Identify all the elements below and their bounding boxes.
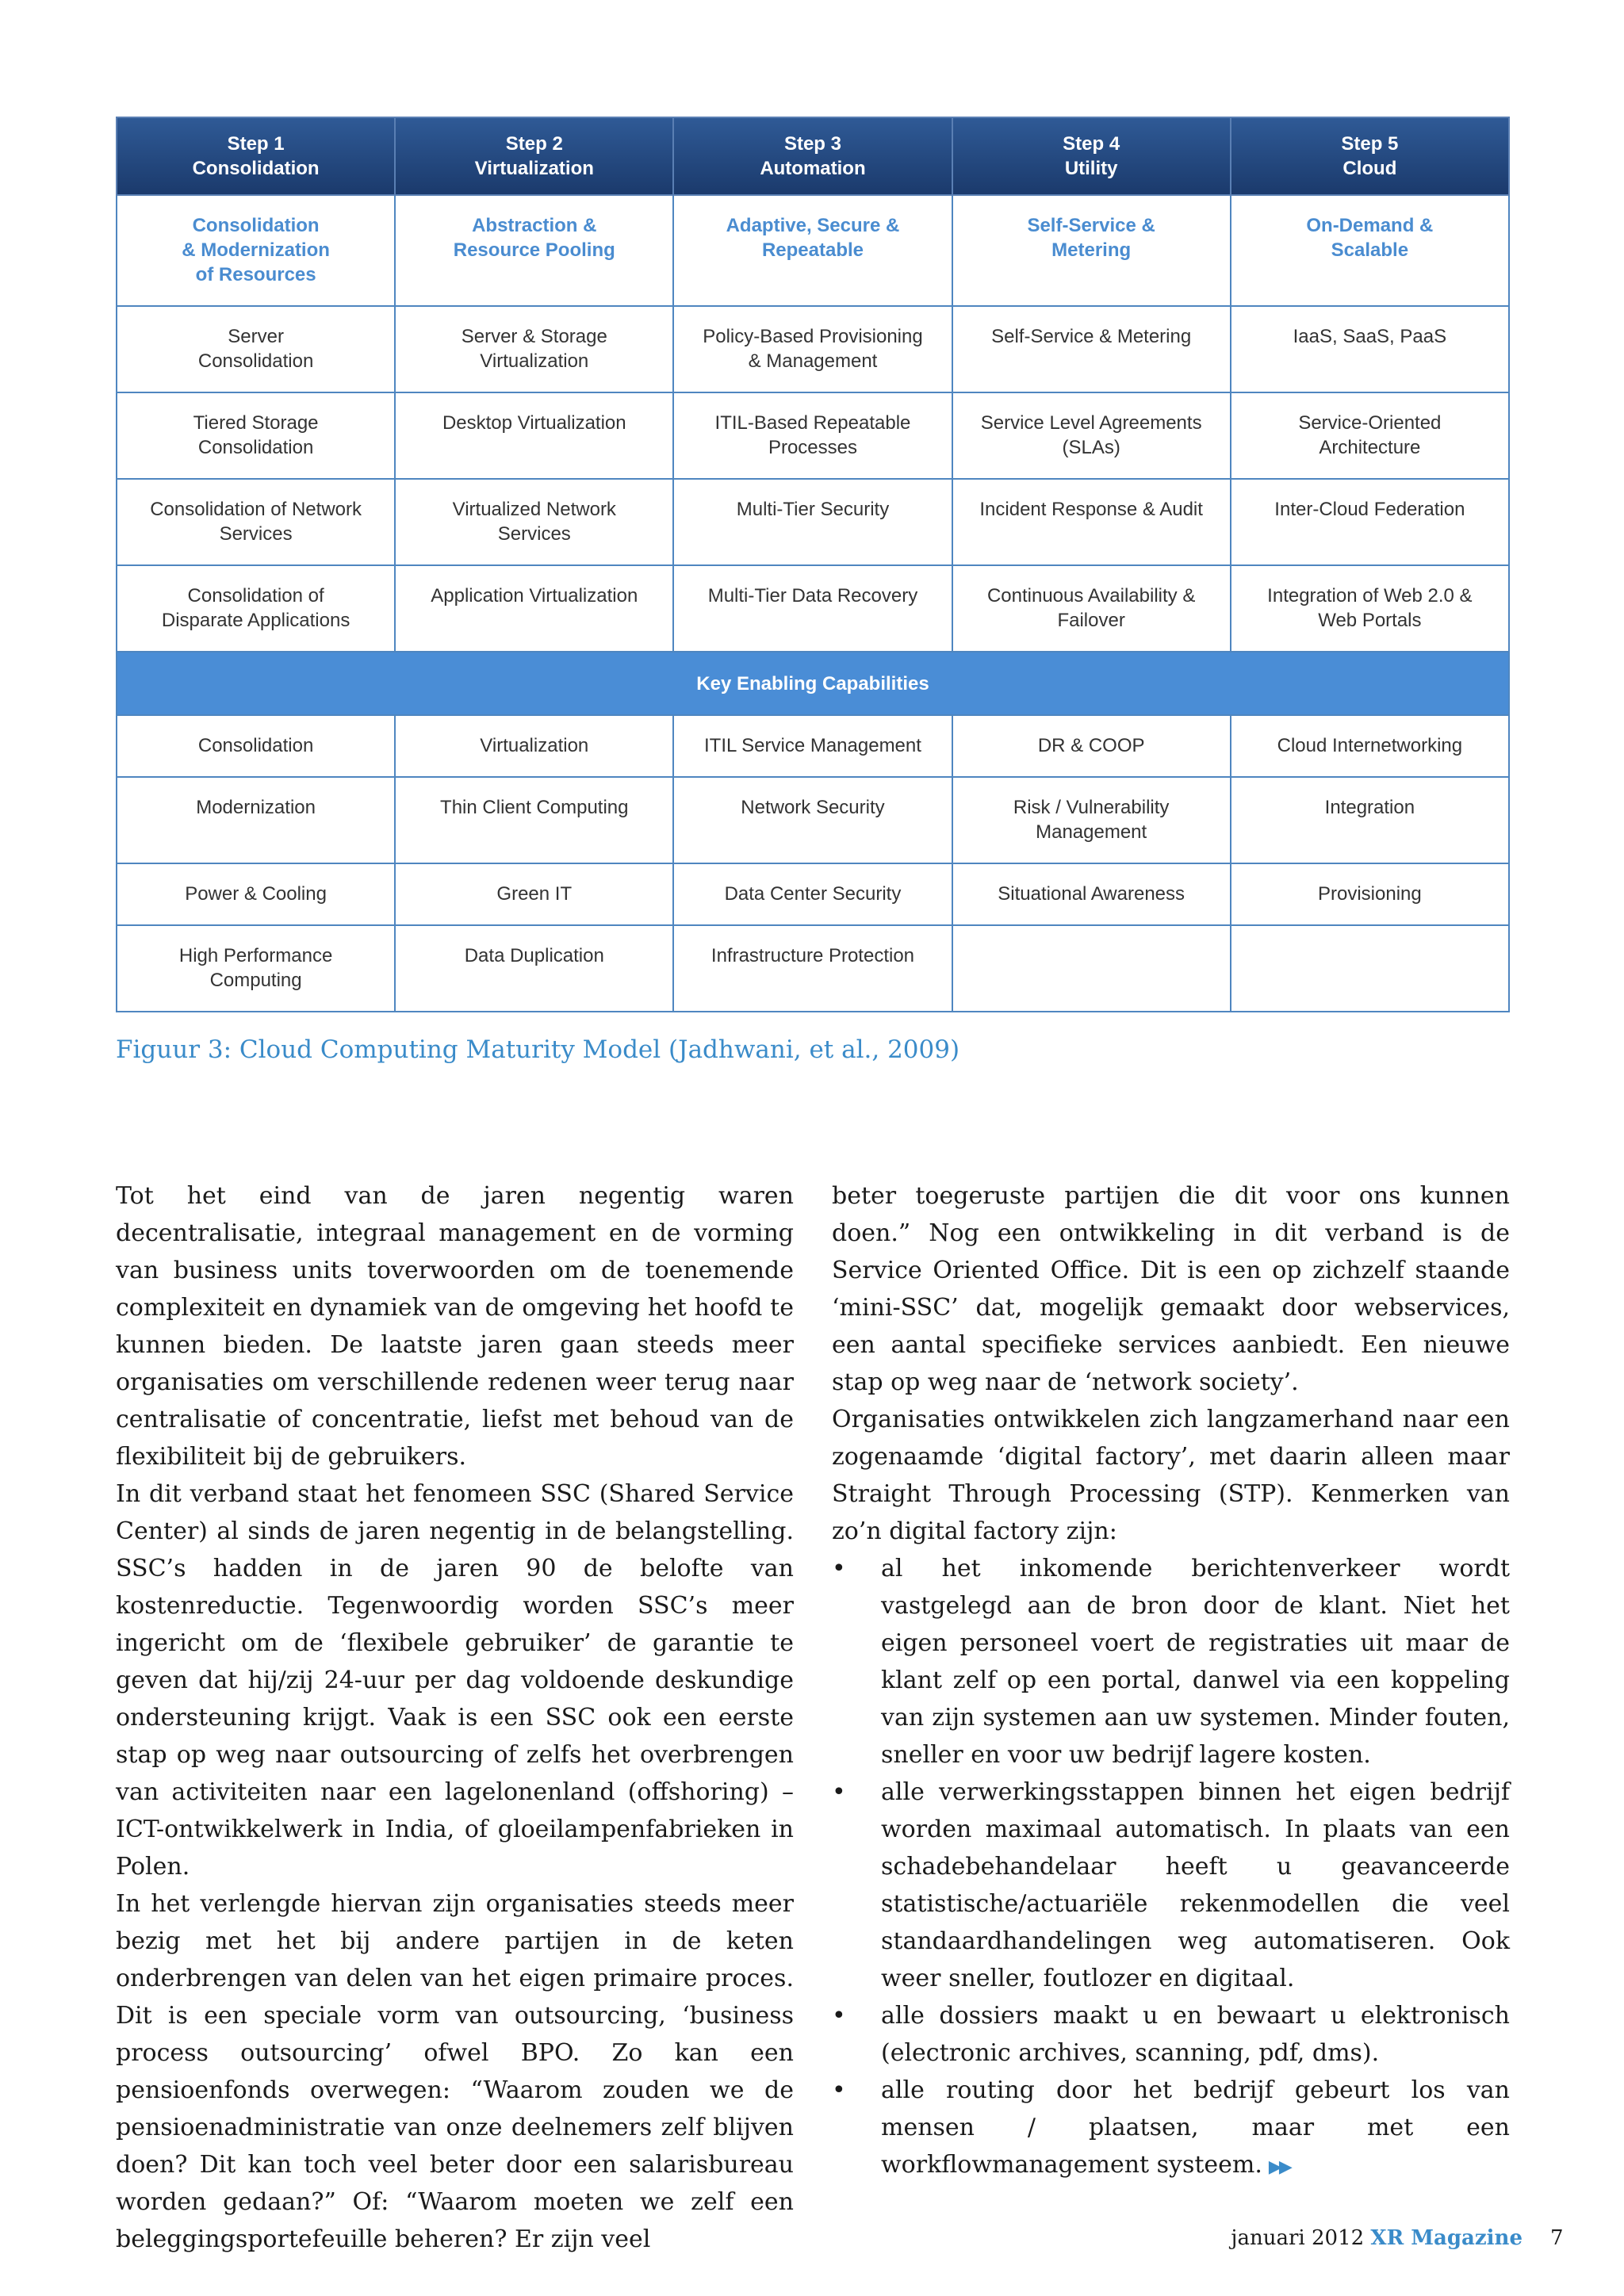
table-cell (1231, 715, 1509, 777)
cell-text: Consolidation (197, 350, 314, 372)
table-cell (395, 925, 673, 1012)
capabilities-band-row (117, 652, 1509, 715)
cell-text: Incident Response & Audit (979, 499, 1203, 520)
continue-arrow-icon: ▶▶ (1268, 2157, 1289, 2177)
step-header-1 (117, 117, 395, 195)
cell-text: Adaptive, Secure & (726, 215, 900, 236)
cell-text: Cloud Internetworking (1277, 735, 1463, 756)
table-cell (395, 479, 673, 565)
table-cell (952, 306, 1231, 392)
cloud-computing-maturity-table (116, 117, 1510, 1012)
cell-text: Consolidation (192, 215, 320, 236)
cell-text: Virtualized Network (452, 499, 616, 520)
cell-text: ITIL-Based Repeatable (714, 412, 911, 434)
table-cell (117, 715, 395, 777)
theme-row (117, 195, 1509, 306)
key-enabling-capabilities-label: Key Enabling Capabilities (117, 652, 1509, 715)
table-cell (673, 392, 952, 479)
page-number: 7 (1550, 2226, 1564, 2250)
table-cell (952, 479, 1231, 565)
table-cell (117, 925, 395, 1012)
table-row (117, 306, 1509, 392)
cell-text: Tiered Storage (193, 412, 319, 434)
cell-text: Continuous Availability & (986, 585, 1196, 607)
cell-text: Virtualization (480, 350, 589, 372)
table-row (117, 925, 1509, 1012)
cell-text: Data Duplication (464, 945, 604, 966)
cell-text: Data Center Security (724, 883, 902, 905)
cell-text: Metering (1051, 239, 1132, 261)
cell-text: Multi-Tier Data Recovery (707, 585, 918, 607)
list-item-text: alle dossiers maakt u en bewaart u elektronisch (electronic archives, scanning, pdf, dms). (881, 2002, 1510, 2067)
right-text-column (832, 1177, 1510, 2186)
page-footer (1189, 2226, 1522, 2250)
step-header-4 (952, 117, 1231, 195)
step-header-2 (395, 117, 673, 195)
cell-text: Server & Storage (461, 326, 607, 347)
steps-header-row (117, 117, 1509, 195)
table-cell (952, 715, 1231, 777)
theme-cell (952, 195, 1231, 306)
cell-text: Desktop Virtualization (442, 412, 626, 434)
table-cell (395, 565, 673, 652)
cell-text: Scalable (1331, 239, 1409, 261)
step-name: Cloud (1342, 158, 1397, 179)
cell-text: Services (219, 523, 293, 545)
cell-text: DR & COOP (1037, 735, 1145, 756)
cell-text: Service Level Agreements (980, 412, 1202, 434)
bullet: • (832, 1555, 846, 1582)
cell-text: Green IT (496, 883, 573, 905)
cell-text: Infrastructure Protection (710, 945, 915, 966)
paragraph: Tot het eind van de jaren negentig waren decentralisatie, integraal management en de vorming van business units toverwoorden om de toenemende complexiteit en dynamiek van de omgeving het hoofd te kunnen bieden. De laatste jaren gaan steeds meer organisaties om verschillende redenen weer terug naar centralisatie of concentratie, liefst met behoud van de flexibiliteit bij de gebruikers. (116, 1182, 794, 1471)
paragraph: In dit verband staat het fenomeen SSC (Shared Service Center) al sinds de jaren negentig in de belangstelling. SSC’s hadden in de jaren 90 de belofte van kostenreductie. Tegenwoordig worden SSC’s meer ingericht om de ‘flexibele gebruiker’ de garantie te geven dat hij/zij 24-uur per dag voldoende deskundige ondersteuning krijgt. Vaak is een SSC ook een eerste stap op weg naar outsourcing of zelfs het overbrengen van activiteiten naar een lagelonenland (offshoring) – ICT-ontwikkelwerk in India, of gloeilampenfabrieken in Polen. (116, 1480, 794, 1881)
table-cell (395, 863, 673, 925)
issue-date: januari 2012 (1231, 2226, 1365, 2250)
cell-text: Modernization (196, 797, 316, 818)
list-item-text: alle verwerkingsstappen binnen het eigen bedrijf worden maximaal automatisch. In plaats van een schadebehandelaar heeft u geavanceerde statistische/actuariële rekenmodellen die veel standaardhandelingen weg automatiseren. Ook weer sneller, foutlozer en digitaal. (881, 1778, 1510, 1992)
cell-text: Architecture (1319, 437, 1421, 458)
cell-text: & Modernization (182, 239, 330, 261)
table-cell (395, 306, 673, 392)
cell-text: Management (1036, 821, 1147, 843)
step-number: Step 5 (1341, 133, 1399, 155)
list-item-text: al het inkomende berichtenverkeer wordt vastgelegd aan de bron door de klant. Niet het eigen personeel voert de registraties uit maar de klant zelf op een portal, danwel via een koppeling van zijn systemen aan uw systemen. Minder fouten, sneller en voor uw bedrijf lagere kosten. (881, 1555, 1510, 1769)
cell-text: Network Security (741, 797, 885, 818)
cell-text: On-Demand & (1306, 215, 1434, 236)
table-cell (673, 925, 952, 1012)
step-name: Consolidation (192, 158, 320, 179)
cell-text: Web Portals (1318, 610, 1422, 631)
table-cell (1231, 479, 1509, 565)
cell-text: Services (497, 523, 571, 545)
step-number: Step 1 (227, 133, 285, 155)
cell-text: Thin Client Computing (440, 797, 629, 818)
cell-text: Integration (1324, 797, 1415, 818)
paragraph: beter toegeruste partijen die dit voor ons kunnen doen.” Nog een ontwikkeling in dit verband is de Service Oriented Office. Dit is een op zichzelf staande ‘mini-SSC’ dat, mogelijk gemaakt door webservices, een aantal specifieke services aanbiedt. Een nieuwe stap op weg naar de ‘network society’. (832, 1182, 1510, 1396)
step-header-5 (1231, 117, 1509, 195)
table-row (117, 565, 1509, 652)
step-name: Automation (760, 158, 866, 179)
list-item (832, 2072, 1510, 2186)
cell-text: Policy-Based Provisioning (703, 326, 923, 347)
table-cell (395, 392, 673, 479)
table-cell (117, 479, 395, 565)
bullet: • (832, 2076, 846, 2104)
table-cell (673, 777, 952, 863)
table-cell (1231, 925, 1509, 1012)
magazine-name: XR Magazine (1370, 2226, 1522, 2250)
cell-text: Failover (1057, 610, 1125, 631)
table-cell (952, 392, 1231, 479)
theme-cell (395, 195, 673, 306)
step-number: Step 2 (505, 133, 563, 155)
table-cell (673, 306, 952, 392)
cell-text: Inter-Cloud Federation (1274, 499, 1465, 520)
table-row (117, 715, 1509, 777)
step-header-3 (673, 117, 952, 195)
table-cell (1231, 863, 1509, 925)
cell-text: Self-Service & (1027, 215, 1155, 236)
table-cell (117, 863, 395, 925)
cell-text: Repeatable (761, 239, 864, 261)
cell-text: Consolidation (197, 735, 314, 756)
table-cell (952, 565, 1231, 652)
step-number: Step 4 (1063, 133, 1120, 155)
table-row (117, 479, 1509, 565)
cell-text: Application Virtualization (431, 585, 638, 607)
paragraph: In het verlengde hiervan zijn organisaties steeds meer bezig met het bij andere partijen in de keten onderbrengen van delen van het eigen primaire proces. Dit is een speciale vorm van outsourcing, ‘business process outsourcing’ ofwel BPO. Zo kan een pensioenfonds overwegen: “Waarom zouden we de pensioenadministratie van onze deelnemers zelf blijven doen? Dit kan toch veel beter door een salarisbureau worden gedaan?” Of: “Waarom moeten we zelf een beleggingsportefeuille beheren? Er zijn veel (116, 1890, 794, 2253)
step-name: Virtualization (474, 158, 594, 179)
cell-text: Virtualization (480, 735, 589, 756)
cell-text: Abstraction & (472, 215, 597, 236)
table-cell (1231, 306, 1509, 392)
bullet: • (832, 2002, 846, 2030)
cell-text: Self-Service & Metering (991, 326, 1192, 347)
cell-text: IaaS, SaaS, PaaS (1293, 326, 1447, 347)
cell-text: Consolidation of (187, 585, 324, 607)
list-item (832, 1774, 1510, 1997)
cell-text: Integration of Web 2.0 & (1267, 585, 1473, 607)
table-cell (673, 565, 952, 652)
cell-text: Service-Oriented (1298, 412, 1442, 434)
cell-text: Computing (209, 970, 302, 991)
table-cell (1231, 392, 1509, 479)
table-cell (117, 392, 395, 479)
feature-list (832, 1550, 1510, 2186)
cell-text: Disparate Applications (161, 610, 350, 631)
list-item (832, 1550, 1510, 1774)
cell-text: & Management (748, 350, 878, 372)
table-row (117, 392, 1509, 479)
table-row (117, 863, 1509, 925)
paragraph: Organisaties ontwikkelen zich langzamerhand naar een zogenaamde ‘digital factory’, met daarin alleen maar Straight Through Processing (STP). Kenmerken van zo’n digital factory zijn: (832, 1406, 1510, 1545)
table-cell (952, 925, 1231, 1012)
table-cell (395, 715, 673, 777)
figure-caption: Figuur 3: Cloud Computing Maturity Model (Jadhwani, et al., 2009) (116, 1035, 960, 1064)
cell-text: Risk / Vulnerability (1013, 797, 1170, 818)
step-name: Utility (1064, 158, 1118, 179)
cell-text: Consolidation (197, 437, 314, 458)
cell-text: Power & Cooling (185, 883, 327, 905)
table-cell (952, 863, 1231, 925)
table-cell (117, 777, 395, 863)
table-cell (673, 863, 952, 925)
theme-cell (673, 195, 952, 306)
cell-text: of Resources (195, 264, 316, 285)
table-cell (1231, 777, 1509, 863)
cell-text: Multi-Tier Security (736, 499, 890, 520)
cell-text: Provisioning (1318, 883, 1422, 905)
cell-text: Resource Pooling (453, 239, 615, 261)
cell-text: (SLAs) (1062, 437, 1120, 458)
table-cell (117, 565, 395, 652)
cell-text: High Performance (178, 945, 333, 966)
table-cell (673, 715, 952, 777)
cell-text: ITIL Service Management (704, 735, 921, 756)
bullet: • (832, 1778, 846, 1806)
theme-cell (1231, 195, 1509, 306)
cell-text: Consolidation of Network (150, 499, 362, 520)
cell-text: Processes (768, 437, 857, 458)
cell-text: Situational Awareness (998, 883, 1185, 905)
table-cell (673, 479, 952, 565)
table-cell (952, 777, 1231, 863)
table-row (117, 777, 1509, 863)
table-cell (1231, 565, 1509, 652)
step-number: Step 3 (783, 133, 841, 155)
left-text-column (116, 1177, 794, 2258)
table-cell (395, 777, 673, 863)
list-item (832, 1997, 1510, 2072)
theme-cell (117, 195, 395, 306)
table-cell (117, 306, 395, 392)
cell-text: Server (228, 326, 284, 347)
list-item-text: alle routing door het bedrijf gebeurt los van mensen / plaatsen, maar met een workflowmanagement systeem. (881, 2076, 1510, 2179)
